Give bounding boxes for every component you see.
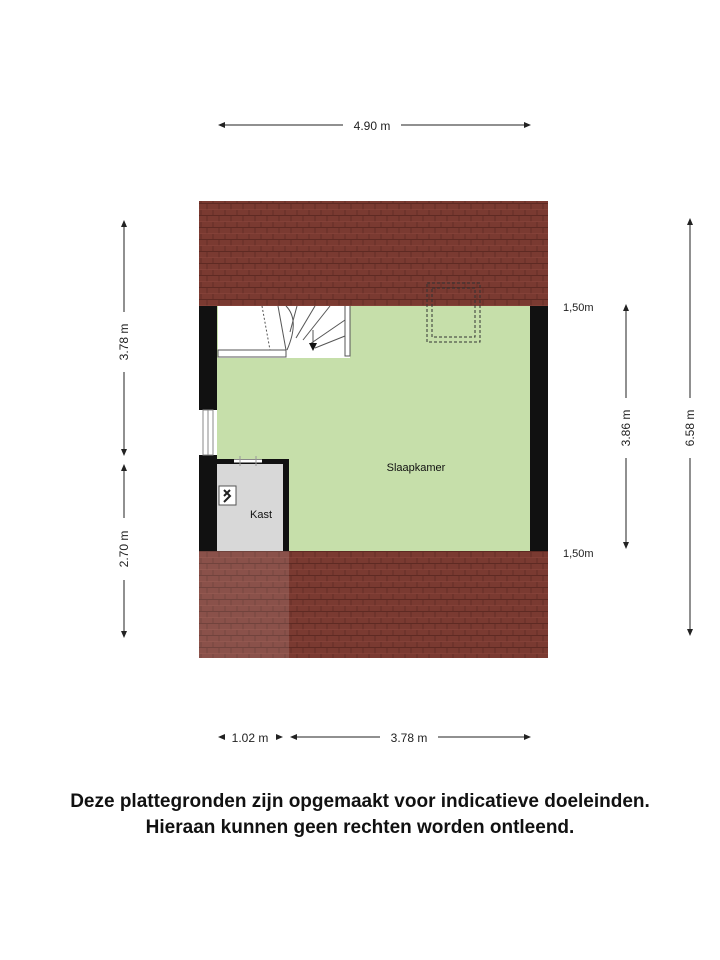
dim-right-outer: 6.58 m xyxy=(683,409,697,447)
dim-top-width: 4.90 m xyxy=(353,119,391,133)
height-label-upper: 1,50m xyxy=(563,302,594,314)
dim-left-upper: 3.78 m xyxy=(117,323,131,361)
room-label-closet: Kast xyxy=(249,509,273,521)
closet-wall-right xyxy=(283,459,289,551)
roof-bottom-shade xyxy=(199,551,289,658)
disclaimer-line-1: Deze plattegronden zijn opgemaakt voor indicatieve doeleinden. xyxy=(70,791,650,812)
wall-left-lower xyxy=(199,455,217,551)
boiler-icon xyxy=(219,486,236,505)
roof-top xyxy=(199,201,548,306)
dim-bottom-right: 3.78 m xyxy=(390,731,428,745)
dim-right-inner: 3.86 m xyxy=(619,409,633,447)
dim-left-lower: 2.70 m xyxy=(117,530,131,568)
dim-bottom-left: 1.02 m xyxy=(231,731,269,745)
wall-right xyxy=(530,306,548,551)
disclaimer-line-2: Hieraan kunnen geen rechten worden ontleend. xyxy=(145,817,575,838)
wall-left-upper xyxy=(199,306,217,410)
closet-floor xyxy=(217,462,286,551)
height-label-lower: 1,50m xyxy=(563,548,594,560)
room-label-bedroom: Slaapkamer xyxy=(386,462,446,474)
